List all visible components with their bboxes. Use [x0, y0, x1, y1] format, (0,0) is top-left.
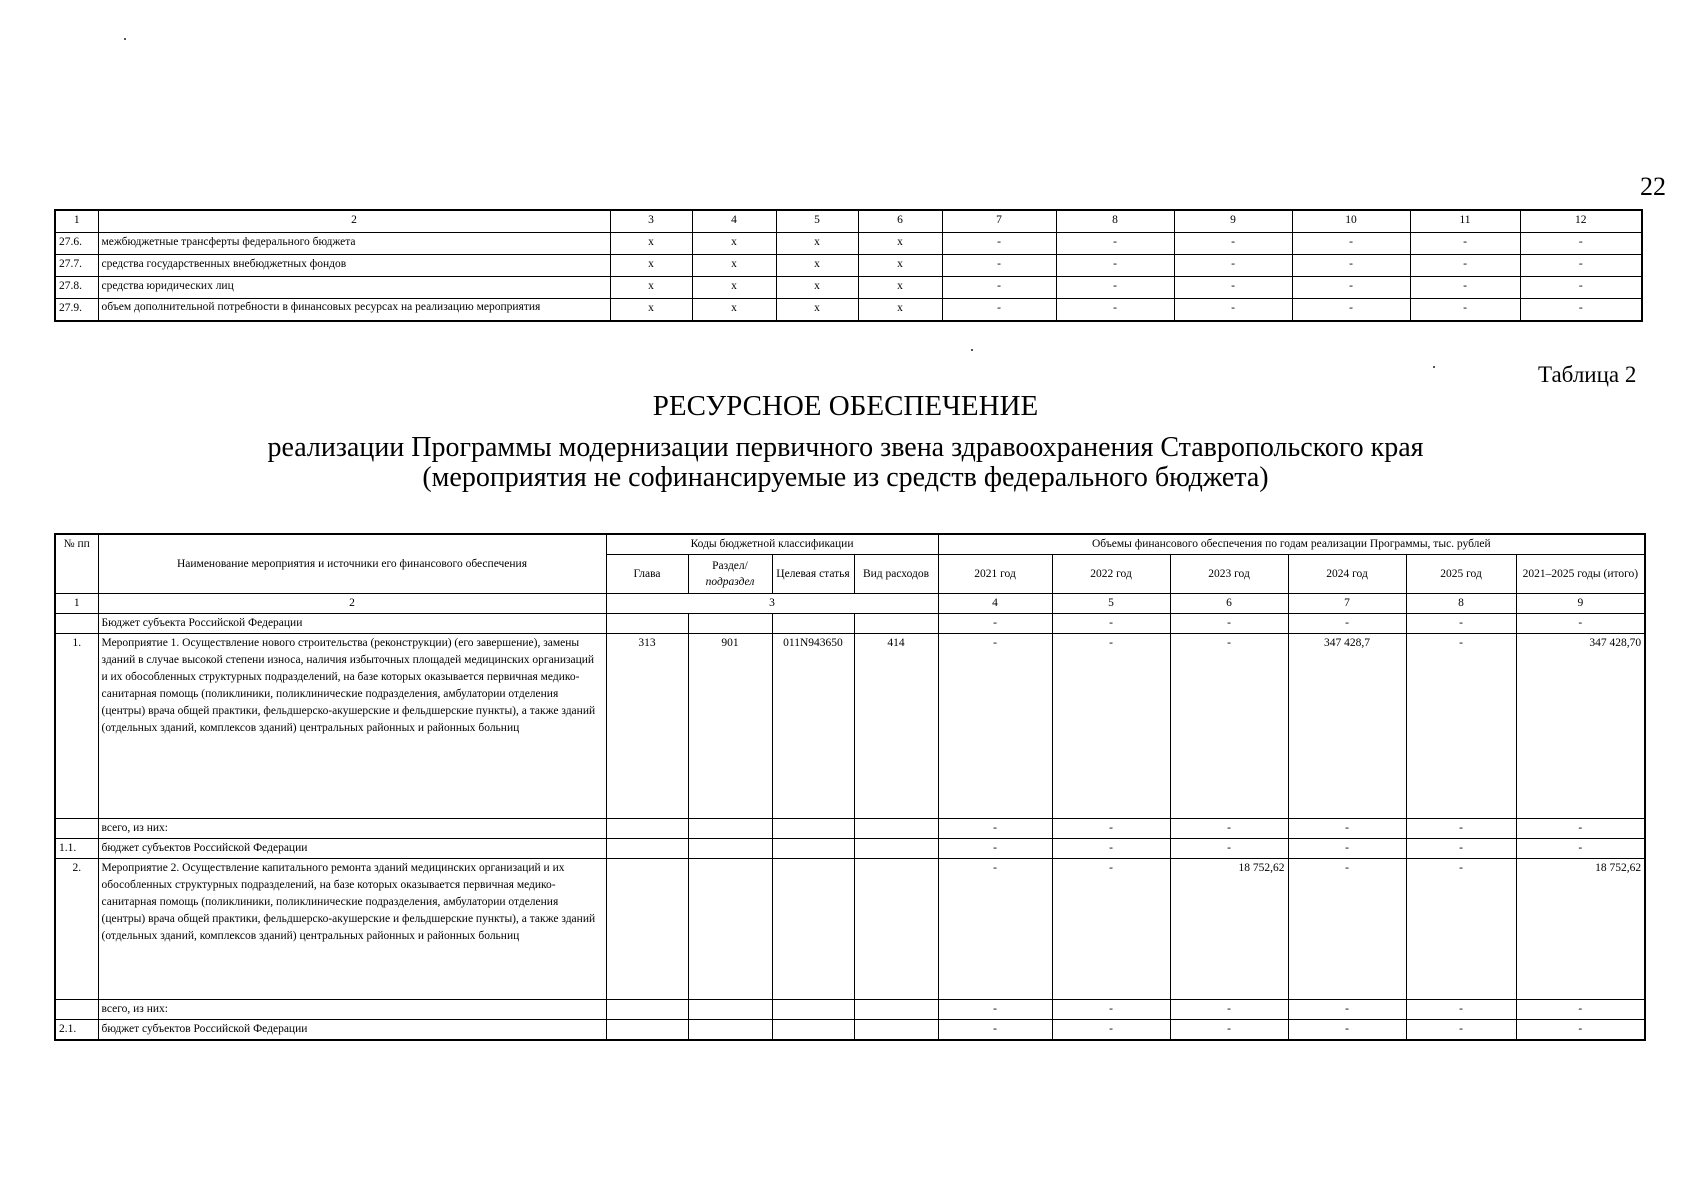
table-row	[55, 233, 1642, 255]
row-number	[55, 614, 98, 634]
cell-razdel	[688, 859, 772, 1000]
cell-value: 18 752,62	[1170, 859, 1288, 1000]
scan-speck	[124, 38, 126, 40]
cell-value: -	[1288, 1020, 1406, 1041]
header-razdel	[688, 555, 772, 594]
cell-vid	[854, 859, 938, 1000]
cell-razdel	[688, 1000, 772, 1020]
table-cell: -	[1056, 299, 1174, 322]
cell-value: -	[1170, 1000, 1288, 1020]
cell-value: -	[1288, 859, 1406, 1000]
table-cell: -	[1056, 233, 1174, 255]
table-cell: -	[1520, 233, 1642, 255]
table-cell: x	[776, 255, 858, 277]
cell-value: -	[938, 839, 1052, 859]
header-name: Наименование мероприятия и источники его финансового обеспечения	[98, 534, 606, 594]
cell-glava	[606, 859, 688, 1000]
cell-razdel	[688, 1020, 772, 1041]
table-cell: x	[610, 277, 692, 299]
row-number	[55, 819, 98, 839]
table-cell: -	[1520, 277, 1642, 299]
header-codes: Коды бюджетной классификации	[606, 534, 938, 555]
cell-value: -	[1288, 819, 1406, 839]
header-total: 2021–2025 годы (итого)	[1516, 555, 1645, 594]
table-label: Таблица 2	[1538, 362, 1637, 387]
resource-table	[54, 533, 1646, 1041]
row-name: Мероприятие 2. Осуществление капитального ремонта зданий медицинских организаций и их обособленных структурных подразделений, на базе которых оказывается первичная медико-санитарная помощь (поликлиники, поликлинические подразделения, амбулатории отделения (центры) врача общей практики, фельдшерско-акушерские и фельдшерские пункты), а также зданий (отдельных зданий, комплексов зданий) центральных районных и районных больниц	[98, 859, 606, 1000]
cell-value: -	[1052, 614, 1170, 634]
numbering-cell: 6	[1170, 594, 1288, 614]
header-cell: 9	[1174, 210, 1292, 233]
table-cell: x	[610, 233, 692, 255]
cell-tselevaya	[772, 1020, 854, 1041]
table-cell: -	[1174, 299, 1292, 322]
cell-value: -	[1052, 859, 1170, 1000]
cell-value: -	[938, 1020, 1052, 1041]
table-cell: -	[942, 277, 1056, 299]
table-cell: -	[942, 299, 1056, 322]
cell-razdel	[688, 614, 772, 634]
cell-value: -	[1406, 819, 1516, 839]
table-row	[55, 1020, 1645, 1041]
cell-value: -	[938, 634, 1052, 819]
table-row	[55, 859, 1645, 1000]
header-cell: 7	[942, 210, 1056, 233]
table-cell: x	[776, 299, 858, 322]
numbering-cell: 4	[938, 594, 1052, 614]
header-year: 2024 год	[1288, 555, 1406, 594]
row-number: 1.1.	[55, 839, 98, 859]
cell-vid	[854, 614, 938, 634]
numbering-cell: 7	[1288, 594, 1406, 614]
table-cell: -	[1292, 233, 1410, 255]
row-number: 27.7.	[55, 255, 98, 277]
cell-tselevaya	[772, 859, 854, 1000]
cell-tselevaya	[772, 819, 854, 839]
header-year: 2022 год	[1052, 555, 1170, 594]
table-row	[55, 839, 1645, 859]
table-row	[55, 614, 1645, 634]
cell-glava	[606, 1020, 688, 1041]
table-cell: -	[1292, 299, 1410, 322]
table-cell: x	[858, 233, 942, 255]
cell-glava: 313	[606, 634, 688, 819]
cell-tselevaya	[772, 614, 854, 634]
cell-value: -	[1516, 1020, 1645, 1041]
header-cell: 11	[1410, 210, 1520, 233]
cell-vid: 414	[854, 634, 938, 819]
cell-value: -	[1170, 819, 1288, 839]
cell-vid	[854, 819, 938, 839]
cell-value: -	[938, 819, 1052, 839]
numbering-cell: 1	[55, 594, 98, 614]
header-cell: 8	[1056, 210, 1174, 233]
cell-value: -	[1406, 1020, 1516, 1041]
table-cell: -	[1056, 277, 1174, 299]
cell-value: -	[1516, 614, 1645, 634]
page-number: 22	[1640, 172, 1666, 201]
cell-value: -	[1406, 1000, 1516, 1020]
table-cell: -	[942, 255, 1056, 277]
header-year: 2025 год	[1406, 555, 1516, 594]
table-cell: x	[692, 255, 776, 277]
header-cell: 3	[610, 210, 692, 233]
header-podrazdel-line: подраздел	[705, 576, 755, 588]
cell-glava	[606, 819, 688, 839]
table-cell: -	[1520, 299, 1642, 322]
table-cell: -	[1410, 277, 1520, 299]
table-cell: x	[858, 299, 942, 322]
table-cell: -	[1410, 255, 1520, 277]
cell-value: -	[938, 614, 1052, 634]
subtitle-line: (мероприятия не софинансируемые из средств федерального бюджета)	[422, 462, 1269, 493]
table-cell: x	[776, 277, 858, 299]
table-cell: -	[1174, 277, 1292, 299]
header-cell: 5	[776, 210, 858, 233]
row-number: 2.1.	[55, 1020, 98, 1041]
table-cell: x	[692, 233, 776, 255]
header-glava: Глава	[606, 555, 688, 594]
header-cell: 12	[1520, 210, 1642, 233]
table-cell: -	[1292, 255, 1410, 277]
scan-speck	[1433, 366, 1435, 368]
table-cell: -	[1174, 255, 1292, 277]
continuation-table	[54, 209, 1643, 322]
row-number	[55, 1000, 98, 1020]
cell-tselevaya: 011N943650	[772, 634, 854, 819]
cell-vid	[854, 1020, 938, 1041]
header-year: 2021 год	[938, 555, 1052, 594]
table-cell: -	[1410, 299, 1520, 322]
row-name: всего, из них:	[98, 1000, 606, 1020]
cell-value: -	[1406, 839, 1516, 859]
cell-value: -	[1406, 634, 1516, 819]
cell-value: -	[938, 1000, 1052, 1020]
row-name: средства юридических лиц	[98, 277, 610, 299]
cell-value: 18 752,62	[1516, 859, 1645, 1000]
numbering-cell: 9	[1516, 594, 1645, 614]
header-volumes: Объемы финансового обеспечения по годам реализации Программы, тыс. рублей	[938, 534, 1645, 555]
cell-value: -	[1288, 1000, 1406, 1020]
row-name: межбюджетные трансферты федерального бюджета	[98, 233, 610, 255]
table-row	[55, 634, 1645, 819]
table-row	[55, 819, 1645, 839]
row-number: 27.9.	[55, 299, 98, 322]
cell-vid	[854, 839, 938, 859]
table-cell: x	[858, 277, 942, 299]
cell-value: 347 428,70	[1516, 634, 1645, 819]
document-subtitle	[0, 433, 1691, 493]
cell-value: -	[1170, 839, 1288, 859]
numbering-row	[55, 594, 1645, 614]
cell-value: -	[1052, 634, 1170, 819]
cell-glava	[606, 1000, 688, 1020]
cell-value: -	[1406, 859, 1516, 1000]
cell-value: -	[1516, 1000, 1645, 1020]
table-row	[55, 1000, 1645, 1020]
numbering-cell: 5	[1052, 594, 1170, 614]
cell-tselevaya	[772, 839, 854, 859]
cell-value: -	[1052, 1000, 1170, 1020]
cell-tselevaya	[772, 1000, 854, 1020]
table-header-row	[55, 210, 1642, 233]
row-name: объем дополнительной потребности в финансовых ресурсах на реализацию мероприятия	[98, 299, 610, 322]
table-cell: -	[1520, 255, 1642, 277]
row-name: Мероприятие 1. Осуществление нового строительства (реконструкции) (его завершение), замены зданий в случае высокой степени износа, наличия избыточных площадей медицинских организаций и их обособленных структурных подразделений, на базе которых оказывается первичная медико-санитарная помощь (поликлиники, поликлинические подразделения, амбулатории отделения (центры) врача общей практики, фельдшерско-акушерские и фельдшерские пункты), а также зданий (отдельных зданий, комплексов зданий) центральных районных и районных больниц	[98, 634, 606, 819]
header-tselevaya: Целевая статья	[772, 555, 854, 594]
row-number: 2.	[55, 859, 98, 1000]
cell-razdel: 901	[688, 634, 772, 819]
cell-value: -	[1052, 1020, 1170, 1041]
table-row	[55, 277, 1642, 299]
cell-razdel	[688, 839, 772, 859]
cell-value: -	[938, 859, 1052, 1000]
header-cell: 6	[858, 210, 942, 233]
table-cell: x	[692, 277, 776, 299]
cell-value: -	[1052, 839, 1170, 859]
cell-value: -	[1516, 819, 1645, 839]
header-cell: 2	[98, 210, 610, 233]
cell-glava	[606, 614, 688, 634]
cell-value: -	[1288, 839, 1406, 859]
table-cell: x	[858, 255, 942, 277]
cell-razdel	[688, 819, 772, 839]
row-name: всего, из них:	[98, 819, 606, 839]
cell-value: 347 428,7	[1288, 634, 1406, 819]
row-number: 27.6.	[55, 233, 98, 255]
table-header-row	[55, 534, 1645, 555]
row-number: 1.	[55, 634, 98, 819]
table-cell: x	[610, 255, 692, 277]
cell-glava	[606, 839, 688, 859]
row-number: 27.8.	[55, 277, 98, 299]
cell-value: -	[1516, 839, 1645, 859]
numbering-cell: 8	[1406, 594, 1516, 614]
table-row	[55, 255, 1642, 277]
header-year: 2023 год	[1170, 555, 1288, 594]
numbering-cell: 3	[606, 594, 938, 614]
cell-value: -	[1170, 614, 1288, 634]
header-cell: 1	[55, 210, 98, 233]
table-cell: -	[1174, 233, 1292, 255]
table-cell: -	[1292, 277, 1410, 299]
table-cell: x	[776, 233, 858, 255]
document-title: РЕСУРСНОЕ ОБЕСПЕЧЕНИЕ	[652, 390, 1039, 422]
table-cell: -	[1410, 233, 1520, 255]
row-name: средства государственных внебюджетных фондов	[98, 255, 610, 277]
table-cell: x	[610, 299, 692, 322]
numbering-cell: 2	[98, 594, 606, 614]
cell-vid	[854, 1000, 938, 1020]
header-cell: 4	[692, 210, 776, 233]
header-cell: 10	[1292, 210, 1410, 233]
subtitle-line: реализации Программы модернизации первичного звена здравоохранения Ставропольского края	[267, 432, 1424, 463]
row-name: бюджет субъектов Российской Федерации	[98, 839, 606, 859]
header-num: № пп	[55, 534, 98, 594]
scan-speck	[971, 349, 973, 351]
cell-value: -	[1052, 819, 1170, 839]
row-name: бюджет субъектов Российской Федерации	[98, 1020, 606, 1041]
table-cell: x	[692, 299, 776, 322]
cell-value: -	[1170, 634, 1288, 819]
row-name: Бюджет субъекта Российской Федерации	[98, 614, 606, 634]
cell-value: -	[1288, 614, 1406, 634]
header-razdel-line: Раздел/	[712, 560, 748, 572]
header-vid: Вид расходов	[854, 555, 938, 594]
cell-value: -	[1170, 1020, 1288, 1041]
table-cell: -	[942, 233, 1056, 255]
table-row	[55, 299, 1642, 322]
table-cell: -	[1056, 255, 1174, 277]
cell-value: -	[1406, 614, 1516, 634]
